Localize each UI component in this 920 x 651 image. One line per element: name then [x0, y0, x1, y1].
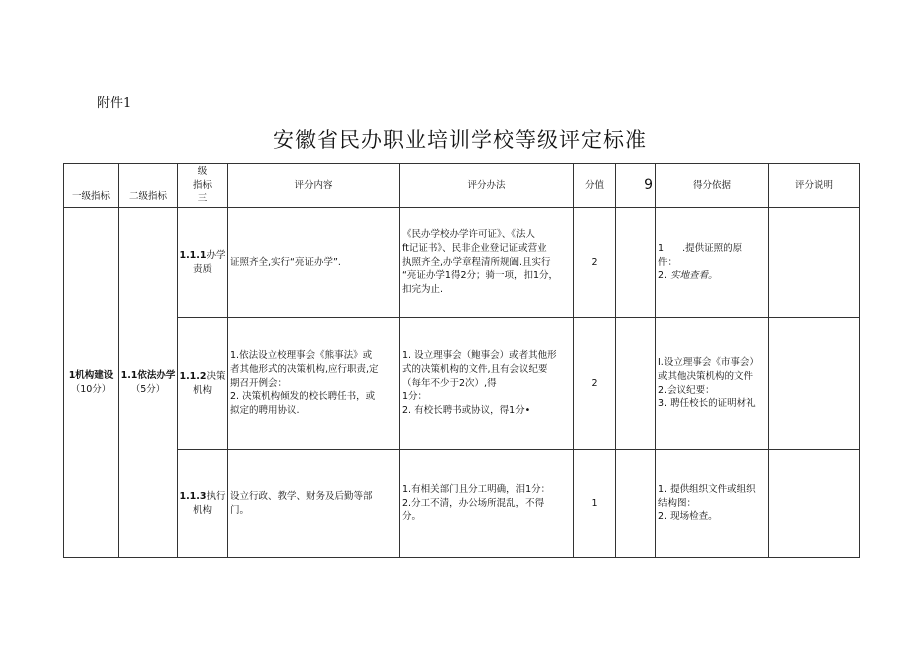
basis-line: 结构图： [658, 497, 697, 509]
basis-line: 或其他决策机构的文件 [658, 370, 754, 382]
content-line: 证照齐全,实行“亮证办学”. [230, 256, 341, 268]
basis-line: I.设立理事会《市事会） [658, 356, 759, 368]
score-cell: 2 [574, 318, 616, 450]
level1-points: （10分） [70, 383, 112, 395]
level1-name: 1机构建设 [68, 369, 114, 381]
basis-line: 2. 实地查看。 [658, 270, 718, 282]
method-line: 1. 设立理事会（鲍事会）或者其他形 [402, 350, 557, 362]
method-line: 扣完为止. [402, 284, 444, 296]
table-row [64, 318, 860, 450]
score-cell: 1 [574, 450, 616, 558]
header-nine: 9 [616, 164, 656, 208]
document-title: 安徽省民办职业培训学校等级评定标准 [273, 128, 647, 152]
method-line: 1分： [402, 391, 428, 403]
indicator-cell [178, 318, 228, 450]
basis-cell [656, 450, 769, 558]
indicator-name-2: 机构 [192, 504, 212, 516]
method-cell [400, 208, 574, 318]
header-level3-a: 级 [197, 165, 208, 177]
indicator-name-2: 机构 [192, 384, 212, 396]
level2-points: （5分） [130, 383, 166, 395]
method-line: 执照齐全,办学章程清所规阖.且实行 [402, 256, 551, 268]
table-row [64, 450, 860, 558]
header-level3-c: 三 [197, 193, 208, 205]
basis-line: 件： [658, 256, 678, 268]
basis-cell [656, 318, 769, 450]
header-content: 评分内容 [228, 164, 400, 208]
blank-cell [616, 318, 656, 450]
score-cell: 2 [574, 208, 616, 318]
header-note: 评分说明 [769, 164, 860, 208]
header-row [64, 164, 860, 208]
method-line: 《民办学校办学许可证》、《法人 [402, 229, 536, 241]
header-basis: 得分依据 [656, 164, 769, 208]
method-line: 2.分工不清，办公场所混乱，不得 [402, 497, 545, 509]
indicator-cell [178, 208, 228, 318]
content-cell [228, 208, 400, 318]
content-cell [228, 450, 400, 558]
indicator-name: 1.1.3执行 [179, 490, 226, 502]
table-row [64, 208, 860, 318]
basis-line: 2.会议纪要： [658, 384, 715, 396]
content-line: 者其他形式的决策机构,应行职责,定 [230, 363, 379, 375]
note-cell [769, 208, 860, 318]
header-level1: 一级指标 [64, 164, 119, 208]
note-cell [769, 318, 860, 450]
method-line: “亮证办学1得2分；骑一项，扣1分， [402, 270, 559, 282]
level2-name: 1.1依法办学 [120, 369, 176, 381]
header-level3 [178, 164, 228, 208]
header-method: 评分办法 [400, 164, 574, 208]
header-level3-b: 指标 [192, 179, 212, 191]
blank-cell [616, 450, 656, 558]
method-line: 2. 有校长聘书或协议，得1分• [402, 405, 531, 417]
method-line: 分。 [402, 511, 422, 523]
method-cell [400, 318, 574, 450]
indicator-name: 1.1.1办学 [179, 249, 226, 261]
level1-cell [64, 208, 119, 558]
attachment-label: 附件1 [97, 96, 132, 111]
content-cell [228, 318, 400, 450]
level2-cell [119, 208, 178, 558]
criteria-table [63, 163, 860, 558]
method-line: 1.有相关部门且分工明确，泪1分： [402, 483, 551, 495]
method-cell [400, 450, 574, 558]
method-line: ft记证书》、民非企业登记证或营业 [402, 242, 547, 254]
blank-cell [616, 208, 656, 318]
note-cell [769, 450, 860, 558]
header-level2: 二级指标 [119, 164, 178, 208]
indicator-name: 1.1.2决策 [179, 370, 226, 382]
indicator-name-2: 责质 [192, 263, 212, 275]
basis-cell [656, 208, 769, 318]
indicator-cell [178, 450, 228, 558]
content-line: 设立行政、教学、财务及后勤等部 [230, 490, 373, 502]
method-line: （每年不少于2次）,得 [402, 377, 497, 389]
basis-line: 3. 聘任校长的证明材礼 [658, 398, 756, 410]
content-line: 1.依法设立校理事会《熊事法》或 [230, 350, 373, 362]
basis-line: 1. 提供组织文件或组织 [658, 483, 756, 495]
basis-line: 1 .提供证照的原 [658, 242, 743, 254]
content-line: 门。 [230, 504, 250, 516]
content-line: 期召开例会： [230, 377, 288, 389]
header-score: 分值 [574, 164, 616, 208]
content-line: 拟定的聘用协议. [230, 405, 300, 417]
content-line: 2. 决策机构倾发的校长聘任书，或 [230, 391, 376, 403]
basis-line: 2. 现场检查。 [658, 511, 718, 523]
method-line: 式的决策机构的文件,且有会议纪要 [402, 363, 548, 375]
